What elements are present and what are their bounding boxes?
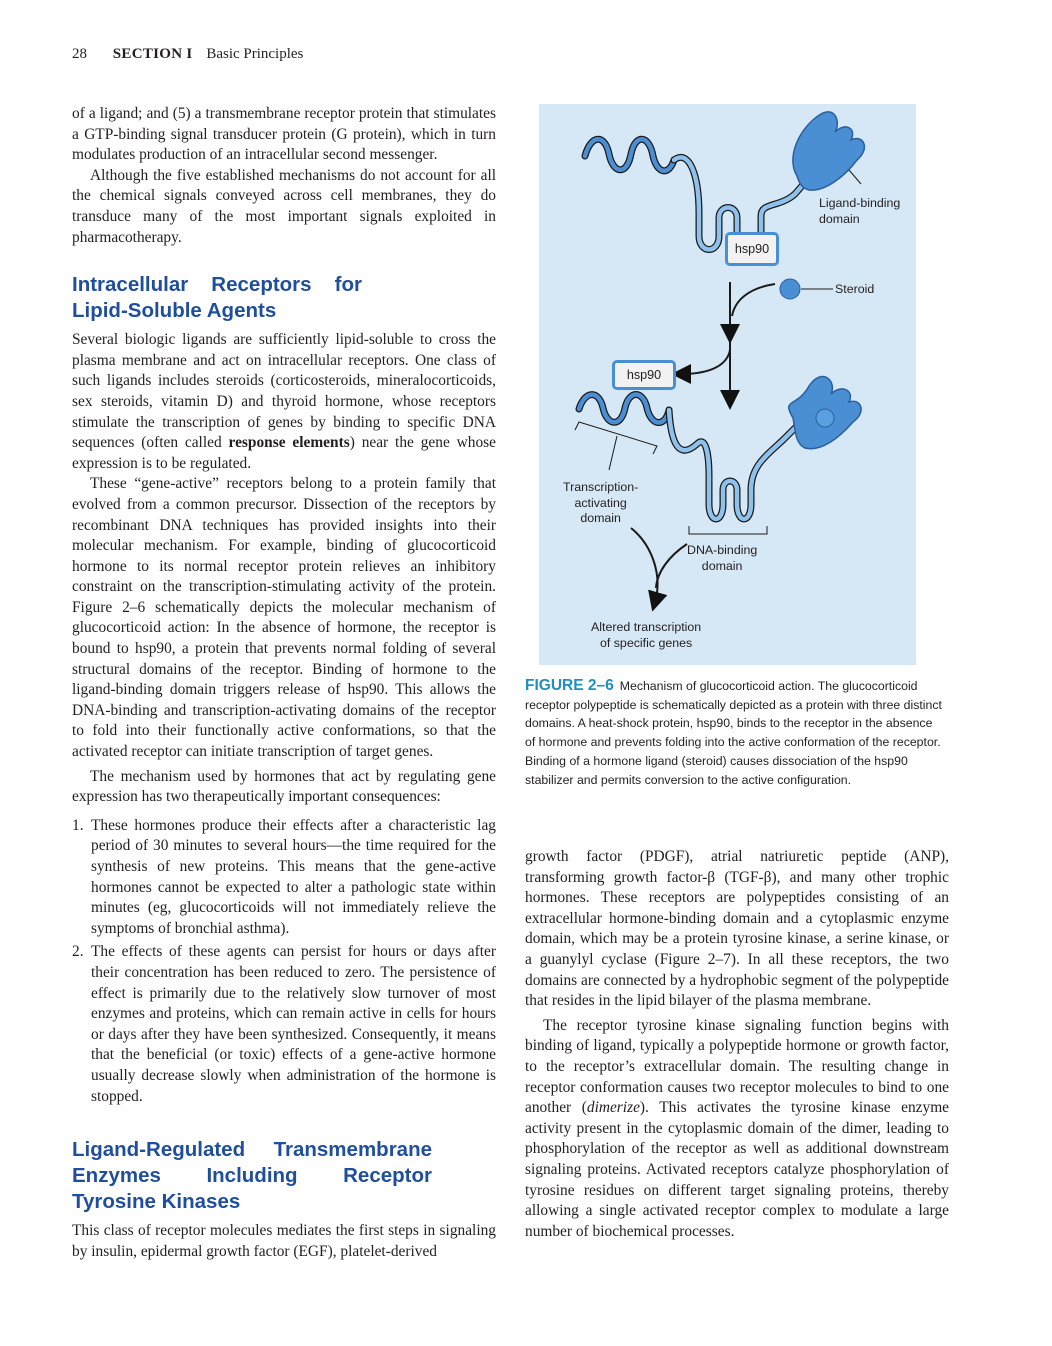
list-item: 1. These hormones produce their effects after a characteristic lag period of 30 minutes to several hours—the time required for the synthesis of new proteins. This means that the gene-active hormones cannot be expected to alter a pathologic state within minutes (eg, glucocorticoids will not immediately relieve the symptoms of bronchial asthma). [72, 816, 496, 937]
numbered-list [72, 816, 496, 1107]
bracket [689, 526, 767, 534]
section-heading: Intracellular Receptors for Lipid-Soluble Agents [72, 273, 362, 323]
bracket [575, 422, 657, 454]
transcription-domain-label: Transcription- activating domain [563, 480, 639, 525]
paragraph: Several biologic ligands are sufficiently lipid-soluble to cross the plasma membrane and act on intracellular receptors. One class of such ligands includes steroids (corticosteroids, mineralocorticoids, sex steroids, vitamin D) and thyroid hormone, whose receptors stimulate the transcription of genes by binding to specific DNA sequences (often called response elements) near the gene whose expression is to be regulated. [72, 331, 496, 472]
section-label: SECTION I [112, 46, 193, 62]
paragraph: growth factor (PDGF), atrial natriuretic peptide (ANP), transforming growth factor-β (TGF-β), and many other trophic hormones. These receptors are polypeptides consisting of an extracellular hormone-binding domain and a cytoplasmic enzyme domain, which may be a protein tyrosine kinase, a serine kinase, or a guanylyl cyclase (Figure 2–7). In all these receptors, the two domains are connected by a hydrophobic segment of the polypeptide that resides in the lipid bilayer of the plasma membrane. [525, 848, 949, 1010]
figure-label: FIGURE 2–6 [525, 677, 614, 694]
bold-term: response elements [228, 434, 350, 452]
output-arrow-2 [656, 544, 687, 588]
leader-line [849, 170, 861, 184]
output-arrow [631, 528, 658, 602]
steroid-label: Steroid [835, 282, 875, 296]
dna-binding-label: DNA-binding domain [687, 543, 758, 573]
steroid-molecule [780, 279, 800, 299]
section-heading: Ligand-Regulated Transmembrane Enzymes Including Receptor Tyrosine Kinases [72, 1138, 432, 1214]
italic-term: dimerize [586, 1099, 640, 1117]
section-title: Basic Principles [206, 46, 304, 62]
bound-steroid [816, 409, 834, 427]
paragraph: These “gene-active” receptors belong to a protein family that evolved from a common precursor. Dissection of the receptors by recombinant DNA techniques has provided insights into their molecular mechanism. For example, binding of glucocorticoid hormone to its normal receptor protein relieves an inhibitory constraint on the transcription-stimulating activity of the protein. Figure 2–6 schematically depicts the molecular mechanism of glucocorticoid action: In the absence of hormone, the receptor is bound to hsp90, a protein that prevents normal folding of several structural domains of the receptor. Binding of hormone to the ligand-binding domain triggers release of hsp90. This allows the DNA-binding and transcription-activating domains of the receptor to fold into their functionally active conformations, so that the activated receptor can initiate transcription of target genes. [72, 475, 496, 761]
ligand-binding-label: Ligand-binding domain [819, 196, 901, 226]
left-column [72, 104, 496, 1262]
steroid-arrow [732, 284, 775, 316]
paragraph: The mechanism used by hormones that act by regulating gene expression has two therapeutically important consequences: [72, 767, 496, 806]
mechanism-diagram [539, 104, 916, 665]
paragraph: The receptor tyrosine kinase signaling function begins with binding of ligand, typically a polypeptide hormone or growth factor, to the receptor’s extracellular domain. The resulting change in receptor conformation causes two receptor molecules to bind to one another (dimerize). This activates the tyrosine kinase enzyme activity present in the cytoplasmic domain of the dimer, leading to phosphorylation of the receptor as well as additional downstream signaling proteins. Activated receptors catalyze phosphorylation of tyrosine residues on different target signaling proteins, thereby allowing a single activated receptor complex to modulate a large number of biochemical processes. [525, 1016, 949, 1240]
leader-line [609, 436, 617, 470]
hsp90-released-box: hsp90 [612, 360, 676, 390]
figure-2-6 [539, 104, 916, 665]
running-header [72, 46, 303, 63]
paragraph: Although the five established mechanisms do not account for all the chemical signals conveyed across cell membranes, they do transduce many of the most important signals exploited in pharmacotherapy. [72, 166, 496, 246]
right-column [525, 847, 949, 1242]
hsp90-bound-box: hsp90 [725, 232, 779, 266]
altered-transcription-label: Altered transcription of specific genes [591, 620, 702, 650]
figure-caption [525, 677, 943, 789]
ligand-binding-domain [793, 112, 865, 190]
list-item: 2. The effects of these agents can persist for hours or days after their concentration has been reduced to zero. The persistence of effect is primarily due to the relatively slow turnover of most enzymes and proteins, which can remain active in cells for hours or days after they have been synthesized. Consequently, it means that the beneficial (or toxic) effects of a gene-active hormone usually decrease slowly when administration of the hormone is stopped. [72, 943, 496, 1105]
caption-text: Mechanism of glucocorticoid action. The glucocorticoid receptor polypeptide is schematically depicted as a protein with three distinct domains. A heat-shock protein, hsp90, binds to the receptor in the absence of hormone and prevents folding into the active conformation of the receptor. Binding of a hormone ligand (steroid) causes dissociation of the hsp90 stabilizer and permits conversion to the active configuration. [525, 679, 942, 787]
page-number: 28 [72, 46, 87, 62]
paragraph: This class of receptor molecules mediates the first steps in signaling by insulin, epidermal growth factor (EGF), platelet-derived [72, 1222, 496, 1260]
release-arrow [681, 350, 730, 374]
paragraph: of a ligand; and (5) a transmembrane receptor protein that stimulates a GTP-binding signal transducer protein (G protein), which in turn modulates production of an intracellular second messenger. [72, 105, 496, 164]
